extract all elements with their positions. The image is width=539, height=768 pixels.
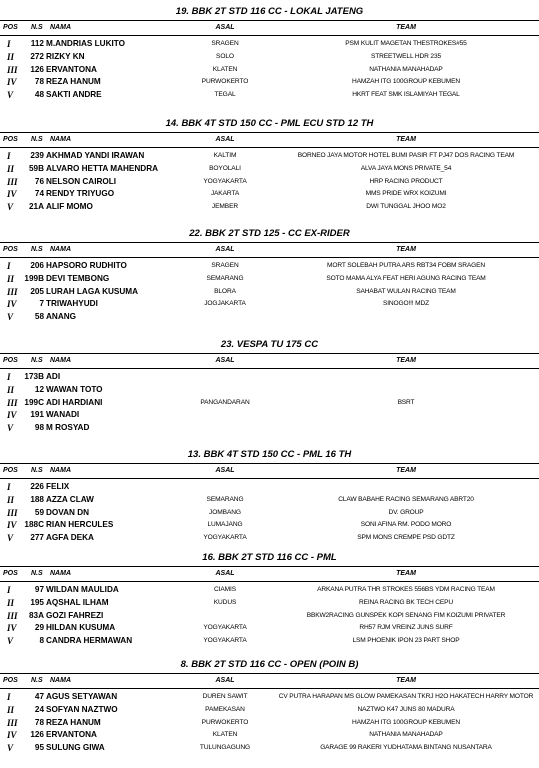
result-asal: JEMBER bbox=[211, 203, 239, 211]
result-asal: YOGYAKARTA bbox=[203, 534, 247, 542]
result-nama: HILDAN KUSUMA bbox=[46, 623, 116, 633]
result-row bbox=[0, 409, 539, 422]
result-asal: BLORA bbox=[214, 287, 236, 295]
race-class-title: 19. BBK 2T STD 116 CC - LOKAL JATENG bbox=[175, 6, 364, 17]
race-class-section bbox=[0, 448, 539, 552]
header-top-divider bbox=[0, 242, 539, 243]
race-class-section bbox=[0, 227, 539, 331]
result-ns: 12 bbox=[34, 384, 44, 394]
header-top-divider bbox=[0, 353, 539, 354]
result-asal: JAKARTA bbox=[210, 190, 240, 198]
result-pos: V bbox=[7, 423, 14, 434]
column-header-nama: NAMA bbox=[50, 357, 71, 364]
column-header-pos: POS bbox=[3, 677, 18, 684]
result-row bbox=[0, 150, 539, 163]
result-team: NATHANIA MANAHADAP bbox=[369, 65, 443, 73]
result-asal: YOGYAKARTA bbox=[203, 624, 247, 632]
result-row bbox=[0, 286, 539, 299]
header-bottom-divider bbox=[0, 581, 539, 582]
result-ns: 205 bbox=[30, 286, 44, 296]
race-class-section bbox=[0, 338, 539, 442]
column-header-asal: ASAL bbox=[215, 357, 235, 364]
result-row bbox=[0, 201, 539, 214]
result-asal: PANGANDARAN bbox=[200, 398, 250, 406]
result-team: HKRT FEAT SMK ISLAMIYAH TEGAL bbox=[352, 91, 460, 99]
result-ns: 59 bbox=[34, 507, 44, 517]
result-team: SONI AFINA RM. PODO MORO bbox=[360, 521, 452, 529]
result-pos: II bbox=[7, 494, 15, 505]
race-class-title: 14. BBK 4T STD 150 CC - PML ECU STD 12 TH bbox=[165, 118, 374, 129]
result-pos: II bbox=[7, 597, 15, 608]
result-nama: ANANG bbox=[46, 312, 77, 322]
column-header-nama: NAMA bbox=[50, 467, 71, 474]
result-nama: AGFA DEKA bbox=[46, 533, 94, 543]
race-class-section bbox=[0, 117, 539, 221]
result-nama: RIZKY KN bbox=[46, 51, 85, 61]
result-ns: 21A bbox=[28, 202, 44, 212]
result-row bbox=[0, 507, 539, 520]
result-ns: 24 bbox=[34, 704, 44, 714]
result-ns: 74 bbox=[34, 189, 44, 199]
result-pos: III bbox=[7, 286, 18, 297]
column-header-row bbox=[0, 244, 539, 256]
header-bottom-divider bbox=[0, 35, 539, 36]
result-nama: CANDRA HERMAWAN bbox=[46, 636, 133, 646]
result-row bbox=[0, 51, 539, 64]
result-team: CV PUTRA HARAPAN MS GLOW PAMEKASAN TKRJ H2O HAKATECH HARRY MOTOR bbox=[278, 693, 534, 700]
column-header-team: TEAM bbox=[396, 467, 416, 474]
result-nama: GOZI FAHREZI bbox=[46, 610, 104, 620]
column-header-pos: POS bbox=[3, 357, 18, 364]
result-ns: 188 bbox=[30, 494, 44, 504]
header-top-divider bbox=[0, 20, 539, 21]
result-team: SOTO MAMA ALYA FEAT HERI AGUNG RACING TEAM bbox=[326, 274, 486, 282]
result-row bbox=[0, 597, 539, 610]
result-team: MORT SOLEBAH PUTRA ARS RBT34 FOBM SRAGEN bbox=[327, 262, 485, 269]
column-header-asal: ASAL bbox=[215, 24, 235, 31]
result-ns: 95 bbox=[34, 743, 44, 753]
result-pos: I bbox=[7, 482, 11, 492]
result-pos: III bbox=[7, 397, 18, 408]
result-team: NATHANIA MANAHADAP bbox=[369, 731, 443, 739]
result-pos: V bbox=[7, 90, 14, 101]
race-class-title: 13. BBK 4T STD 150 CC - PML 16 TH bbox=[187, 449, 352, 460]
result-pos: II bbox=[7, 704, 15, 715]
result-asal: SRAGEN bbox=[211, 40, 239, 47]
result-nama: ERVANTONA bbox=[46, 730, 97, 740]
result-ns: 59B bbox=[28, 163, 44, 173]
column-header-asal: ASAL bbox=[215, 246, 235, 253]
result-row bbox=[0, 384, 539, 397]
result-asal: CIAMIS bbox=[213, 586, 237, 593]
result-team: BBKW2RACING GUNSPEK KOPI SENANG FIM KOIZUMI PRIVATER bbox=[306, 611, 506, 619]
result-nama: AGUS SETYAWAN bbox=[46, 692, 118, 701]
result-row bbox=[0, 610, 539, 623]
result-team: PSM KULIT MAGETAN THESTROKES#55 bbox=[345, 40, 467, 47]
result-pos: IV bbox=[7, 77, 17, 88]
result-team: RH57 RJM VREINZ JUNS SURF bbox=[359, 624, 453, 632]
column-header-row bbox=[0, 134, 539, 146]
column-header-nama: NAMA bbox=[50, 136, 71, 143]
column-header-team: TEAM bbox=[396, 246, 416, 253]
result-row bbox=[0, 635, 539, 648]
column-header-team: TEAM bbox=[396, 677, 416, 684]
header-top-divider bbox=[0, 132, 539, 133]
result-ns: 48 bbox=[34, 90, 44, 100]
result-team: BORNEO JAYA MOTOR HOTEL BUMI PASIR FT PJ47 DOS RACING TEAM bbox=[297, 152, 515, 159]
result-ns: 199C bbox=[24, 397, 44, 407]
result-ns: 83A bbox=[28, 610, 44, 620]
result-team: DV. GROUP bbox=[388, 508, 424, 516]
header-bottom-divider bbox=[0, 257, 539, 258]
result-ns: 112 bbox=[30, 39, 44, 48]
column-header-ns: N.S bbox=[31, 677, 43, 684]
result-row bbox=[0, 532, 539, 545]
result-pos: II bbox=[7, 384, 15, 395]
result-pos: V bbox=[7, 743, 14, 754]
column-header-pos: POS bbox=[3, 246, 18, 253]
result-ns: 173B bbox=[24, 372, 44, 381]
result-ns: 78 bbox=[34, 717, 44, 727]
result-pos: I bbox=[7, 692, 11, 702]
result-row bbox=[0, 717, 539, 730]
result-pos: V bbox=[7, 312, 14, 323]
result-asal: JOGJAKARTA bbox=[204, 300, 246, 308]
result-row bbox=[0, 481, 539, 494]
result-asal: SOLO bbox=[216, 52, 234, 60]
results-list bbox=[0, 691, 539, 755]
result-asal: YOGYAKARTA bbox=[203, 637, 247, 645]
result-nama: NELSON CAIROLI bbox=[46, 176, 117, 186]
result-nama: M.ANDRIAS LUKITO bbox=[46, 39, 125, 48]
result-team: HAMZAH ITG 100GROUP KEBUMEN bbox=[352, 78, 460, 86]
result-ns: 7 bbox=[39, 299, 44, 309]
result-ns: 8 bbox=[39, 636, 44, 646]
result-pos: I bbox=[7, 151, 11, 161]
column-header-asal: ASAL bbox=[215, 467, 235, 474]
result-row bbox=[0, 64, 539, 77]
result-ns: 47 bbox=[34, 692, 44, 701]
result-team: BSRT bbox=[397, 398, 415, 406]
result-pos: IV bbox=[7, 623, 17, 634]
column-header-ns: N.S bbox=[31, 136, 43, 143]
result-asal: PURWOKERTO bbox=[201, 78, 249, 86]
result-nama: HAPSORO RUDHITO bbox=[46, 261, 127, 270]
result-nama: LURAH LAGA KUSUMA bbox=[46, 286, 139, 296]
result-nama: M ROSYAD bbox=[46, 423, 90, 433]
result-nama: AKHMAD YANDI IRAWAN bbox=[46, 151, 145, 160]
result-row bbox=[0, 311, 539, 324]
result-asal: BOYOLALI bbox=[209, 164, 241, 172]
result-pos: II bbox=[7, 51, 15, 62]
column-header-row bbox=[0, 568, 539, 580]
column-header-nama: NAMA bbox=[50, 24, 71, 31]
header-top-divider bbox=[0, 463, 539, 464]
results-list bbox=[0, 584, 539, 648]
result-row bbox=[0, 742, 539, 755]
result-asal: TEGAL bbox=[214, 91, 236, 99]
result-nama: DOVAN DN bbox=[46, 507, 90, 517]
result-asal: TULUNGAGUNG bbox=[199, 744, 251, 752]
result-row bbox=[0, 89, 539, 102]
column-header-nama: NAMA bbox=[50, 570, 71, 577]
result-asal: SEMARANG bbox=[206, 495, 244, 503]
result-row bbox=[0, 519, 539, 532]
result-nama: WANADI bbox=[46, 410, 80, 420]
result-team: HAMZAH ITG 100GROUP KEBUMEN bbox=[352, 718, 460, 726]
result-ns: 277 bbox=[30, 533, 44, 543]
result-nama: TRIWAHYUDI bbox=[46, 299, 98, 309]
result-team: SAHABAT WULAN RACING TEAM bbox=[356, 287, 456, 295]
column-header-pos: POS bbox=[3, 570, 18, 577]
result-ns: 206 bbox=[30, 261, 44, 270]
race-class-section bbox=[0, 658, 539, 762]
result-nama: DEVI TEMBONG bbox=[46, 273, 110, 283]
result-ns: 188C bbox=[24, 520, 44, 530]
result-nama: ERVANTONA bbox=[46, 64, 97, 74]
result-row bbox=[0, 188, 539, 201]
result-row bbox=[0, 584, 539, 597]
result-row bbox=[0, 176, 539, 189]
column-header-ns: N.S bbox=[31, 357, 43, 364]
result-team: MMS PRIDE WRX KOIZUMI bbox=[365, 190, 447, 198]
result-ns: 126 bbox=[30, 730, 44, 740]
result-nama: RENDY TRIYUGO bbox=[46, 189, 115, 199]
result-ns: 97 bbox=[34, 585, 44, 594]
result-ns: 58 bbox=[34, 312, 44, 322]
result-nama: ADI HARDIANI bbox=[46, 397, 103, 407]
result-asal: KLATEN bbox=[212, 731, 238, 739]
column-header-pos: POS bbox=[3, 24, 18, 31]
result-team: GARAGE 99 RAKERI YUDHATAMA BINTANG NUSANTARA bbox=[320, 744, 492, 752]
column-header-pos: POS bbox=[3, 136, 18, 143]
result-asal: JOMBANG bbox=[209, 508, 241, 516]
column-header-row bbox=[0, 355, 539, 367]
result-row bbox=[0, 691, 539, 704]
result-team: NAZTWO K47 JUNS 80 MADURA bbox=[357, 705, 455, 713]
result-asal: KUDUS bbox=[213, 598, 237, 606]
result-nama: ALIF MOMO bbox=[46, 202, 93, 212]
column-header-ns: N.S bbox=[31, 246, 43, 253]
result-row bbox=[0, 371, 539, 384]
result-team: HRP RACING PRODUCT bbox=[369, 177, 443, 185]
result-ns: 199B bbox=[24, 273, 44, 283]
result-row bbox=[0, 163, 539, 176]
result-ns: 29 bbox=[34, 623, 44, 633]
results-list bbox=[0, 150, 539, 214]
result-row bbox=[0, 704, 539, 717]
result-row bbox=[0, 422, 539, 435]
column-header-team: TEAM bbox=[396, 24, 416, 31]
result-nama: AQSHAL ILHAM bbox=[46, 597, 109, 607]
race-class-title: 22. BBK 2T STD 125 - CC EX-RIDER bbox=[189, 228, 350, 239]
column-header-asal: ASAL bbox=[215, 570, 235, 577]
race-class-title: 16. BBK 2T STD 116 CC - PML bbox=[202, 552, 337, 563]
result-asal: SEMARANG bbox=[206, 274, 244, 282]
result-pos: IV bbox=[7, 189, 17, 200]
result-asal: KALTIM bbox=[213, 152, 237, 159]
column-header-asal: ASAL bbox=[215, 677, 235, 684]
result-pos: I bbox=[7, 261, 11, 271]
result-row bbox=[0, 273, 539, 286]
result-nama: REZA HANUM bbox=[46, 717, 101, 727]
result-asal: KLATEN bbox=[212, 65, 238, 73]
result-nama: WAWAN TOTO bbox=[46, 384, 103, 394]
result-nama: WILDAN MAULIDA bbox=[46, 585, 119, 594]
result-asal: SRAGEN bbox=[211, 262, 239, 269]
result-team: CLAW BABAHE RACING SEMARANG ABRT20 bbox=[338, 495, 474, 503]
result-ns: 191 bbox=[30, 410, 44, 420]
results-list bbox=[0, 481, 539, 545]
column-header-row bbox=[0, 22, 539, 34]
result-ns: 239 bbox=[30, 151, 44, 160]
result-nama: RIAN HERCULES bbox=[46, 520, 114, 530]
result-row bbox=[0, 38, 539, 51]
header-bottom-divider bbox=[0, 688, 539, 689]
result-pos: IV bbox=[7, 410, 17, 421]
result-pos: III bbox=[7, 176, 18, 187]
result-pos: I bbox=[7, 372, 11, 382]
result-ns: 76 bbox=[34, 176, 44, 186]
header-top-divider bbox=[0, 566, 539, 567]
column-header-ns: N.S bbox=[31, 24, 43, 31]
column-header-team: TEAM bbox=[396, 136, 416, 143]
race-class-section bbox=[0, 551, 539, 655]
result-row bbox=[0, 397, 539, 410]
column-header-nama: NAMA bbox=[50, 677, 71, 684]
column-header-team: TEAM bbox=[396, 357, 416, 364]
result-nama: ALVARO HETTA MAHENDRA bbox=[46, 163, 159, 173]
result-pos: I bbox=[7, 39, 11, 49]
result-pos: III bbox=[7, 64, 18, 75]
result-team: ALVA JAYA MONS PRIVATE_54 bbox=[360, 164, 452, 172]
result-pos: III bbox=[7, 610, 18, 621]
result-team: LSM PHOENIK IPON 23 PART SHOP bbox=[352, 637, 460, 645]
result-pos: II bbox=[7, 163, 15, 174]
result-ns: 226 bbox=[30, 482, 44, 491]
result-team: STREETWELL HDR 235 bbox=[371, 52, 441, 60]
result-team: SPM MONS CREMPE PSD GDTZ bbox=[357, 534, 455, 542]
column-header-nama: NAMA bbox=[50, 246, 71, 253]
result-team: ARKANA PUTRA THR STROKES 556BS YDM RACING TEAM bbox=[317, 586, 495, 593]
result-pos: III bbox=[7, 717, 18, 728]
header-bottom-divider bbox=[0, 147, 539, 148]
result-ns: 126 bbox=[30, 64, 44, 74]
result-team: REINA RACING BK TECH CEPU bbox=[359, 598, 453, 606]
column-header-ns: N.S bbox=[31, 467, 43, 474]
result-pos: II bbox=[7, 273, 15, 284]
result-nama: SULUNG GIWA bbox=[46, 743, 105, 753]
result-pos: IV bbox=[7, 730, 17, 741]
result-row bbox=[0, 260, 539, 273]
result-pos: IV bbox=[7, 520, 17, 531]
result-pos: III bbox=[7, 507, 18, 518]
race-class-title: 23. VESPA TU 175 CC bbox=[220, 339, 319, 350]
result-ns: 98 bbox=[34, 423, 44, 433]
result-nama: SOFYAN NAZTWO bbox=[46, 704, 118, 714]
column-header-row bbox=[0, 465, 539, 477]
header-top-divider bbox=[0, 673, 539, 674]
result-ns: 272 bbox=[30, 51, 44, 61]
result-asal: PURWOKERTO bbox=[201, 718, 249, 726]
column-header-team: TEAM bbox=[396, 570, 416, 577]
result-pos: V bbox=[7, 533, 14, 544]
result-row bbox=[0, 622, 539, 635]
result-nama: ADI bbox=[46, 372, 61, 381]
result-row bbox=[0, 298, 539, 311]
race-class-section bbox=[0, 5, 539, 109]
result-asal: PAMEKASAN bbox=[205, 705, 245, 713]
header-bottom-divider bbox=[0, 368, 539, 369]
result-asal: LUMAJANG bbox=[207, 521, 243, 529]
result-team: SINOGO!!! MDZ bbox=[382, 300, 430, 308]
column-header-ns: N.S bbox=[31, 570, 43, 577]
result-pos: V bbox=[7, 636, 14, 647]
race-class-title: 8. BBK 2T STD 116 CC - OPEN (POIN B) bbox=[180, 659, 359, 670]
result-nama: REZA HANUM bbox=[46, 77, 101, 87]
result-ns: 78 bbox=[34, 77, 44, 87]
result-row bbox=[0, 76, 539, 89]
result-nama: AZZA CLAW bbox=[46, 494, 94, 504]
result-ns: 195 bbox=[30, 597, 44, 607]
result-asal: YOGYAKARTA bbox=[203, 177, 247, 185]
result-nama: SAKTI ANDRE bbox=[46, 90, 102, 100]
column-header-pos: POS bbox=[3, 467, 18, 474]
result-nama: FELIX bbox=[46, 482, 70, 491]
result-row bbox=[0, 729, 539, 742]
header-bottom-divider bbox=[0, 478, 539, 479]
result-row bbox=[0, 494, 539, 507]
result-team: DWI TUNGGAL JHOO MO2 bbox=[366, 203, 446, 211]
results-list bbox=[0, 371, 539, 435]
result-pos: I bbox=[7, 585, 11, 595]
results-list bbox=[0, 38, 539, 102]
results-list bbox=[0, 260, 539, 324]
result-asal: DUREN SAWIT bbox=[202, 693, 248, 700]
column-header-asal: ASAL bbox=[215, 136, 235, 143]
result-pos: V bbox=[7, 202, 14, 213]
result-pos: IV bbox=[7, 299, 17, 310]
column-header-row bbox=[0, 675, 539, 687]
